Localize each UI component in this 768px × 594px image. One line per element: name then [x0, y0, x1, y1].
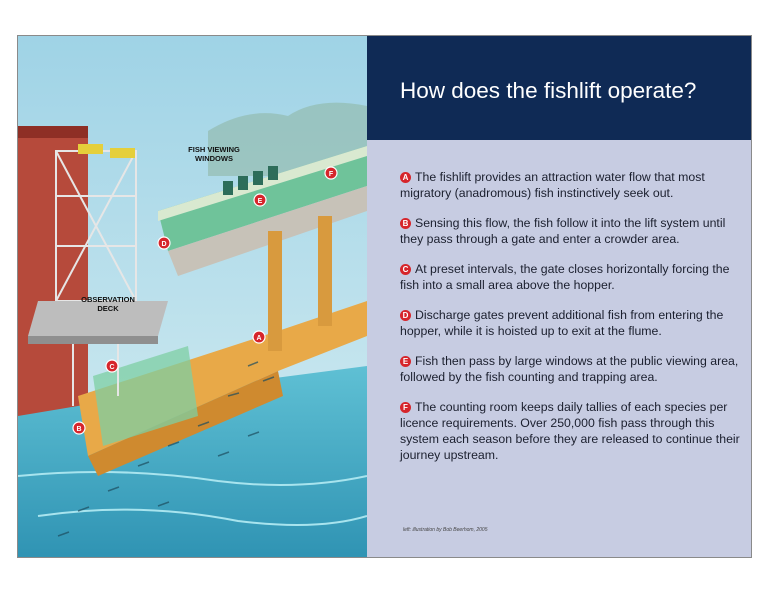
- illustration-credit: left: illustration by Bob Beerhom, 2005: [403, 527, 488, 533]
- marker-badge-c: C: [400, 264, 411, 275]
- step-text-e: Fish then pass by large windows at the public viewing area, followed by the fish counting and trapping area.: [400, 354, 739, 384]
- marker-badge-d: D: [400, 310, 411, 321]
- marker-badge-f: F: [400, 402, 411, 413]
- step-item-a: [400, 169, 740, 201]
- marker-badge-a: A: [400, 172, 411, 183]
- marker-badge-e: E: [400, 356, 411, 367]
- svg-text:E: E: [257, 198, 263, 205]
- svg-text:B: B: [76, 426, 82, 433]
- step-text-a: The fishlift provides an attraction water flow that most migratory (anadromous) fish instinctively seek out.: [400, 170, 705, 200]
- fishlift-illustration: [18, 36, 367, 558]
- label-observation: OBSERVATION: [81, 295, 135, 304]
- marker-d: [158, 237, 170, 249]
- step-text-b: Sensing this flow, the fish follow it into the lift system until they pass through a gate and enter a crowder area.: [400, 216, 726, 246]
- step-item-e: [400, 353, 740, 385]
- label-deck: DECK: [97, 304, 119, 313]
- explanation-panel: [367, 36, 752, 558]
- label-fish-viewing: FISH VIEWING: [188, 145, 240, 154]
- marker-b: [73, 422, 85, 434]
- step-item-b: [400, 215, 740, 247]
- marker-badge-b: B: [400, 218, 411, 229]
- marker-f: [325, 167, 337, 179]
- step-text-c: At preset intervals, the gate closes horizontally forcing the fish into a small area above the hopper.: [400, 262, 730, 292]
- svg-text:A: A: [256, 335, 262, 342]
- step-item-d: [400, 307, 740, 339]
- infographic-panel: [17, 35, 752, 558]
- label-windows: WINDOWS: [195, 154, 233, 163]
- step-list: [400, 169, 740, 477]
- step-item-c: [400, 261, 740, 293]
- step-text-f: The counting room keeps daily tallies of each species per licence requirements. Over 250,000 fish pass through this system each season before they are released to continue their journey upstream.: [400, 400, 740, 462]
- svg-text:C: C: [109, 364, 115, 371]
- marker-a: [253, 331, 265, 343]
- step-text-d: Discharge gates prevent additional fish from entering the hopper, while it is hoisted up to exit at the flume.: [400, 308, 724, 338]
- marker-c: [106, 360, 118, 372]
- step-item-f: [400, 399, 740, 463]
- svg-text:F: F: [328, 171, 334, 178]
- page-title: How does the fishlift operate?: [400, 78, 697, 103]
- marker-e: [254, 194, 266, 206]
- svg-text:D: D: [161, 241, 167, 248]
- title-header: [367, 36, 752, 140]
